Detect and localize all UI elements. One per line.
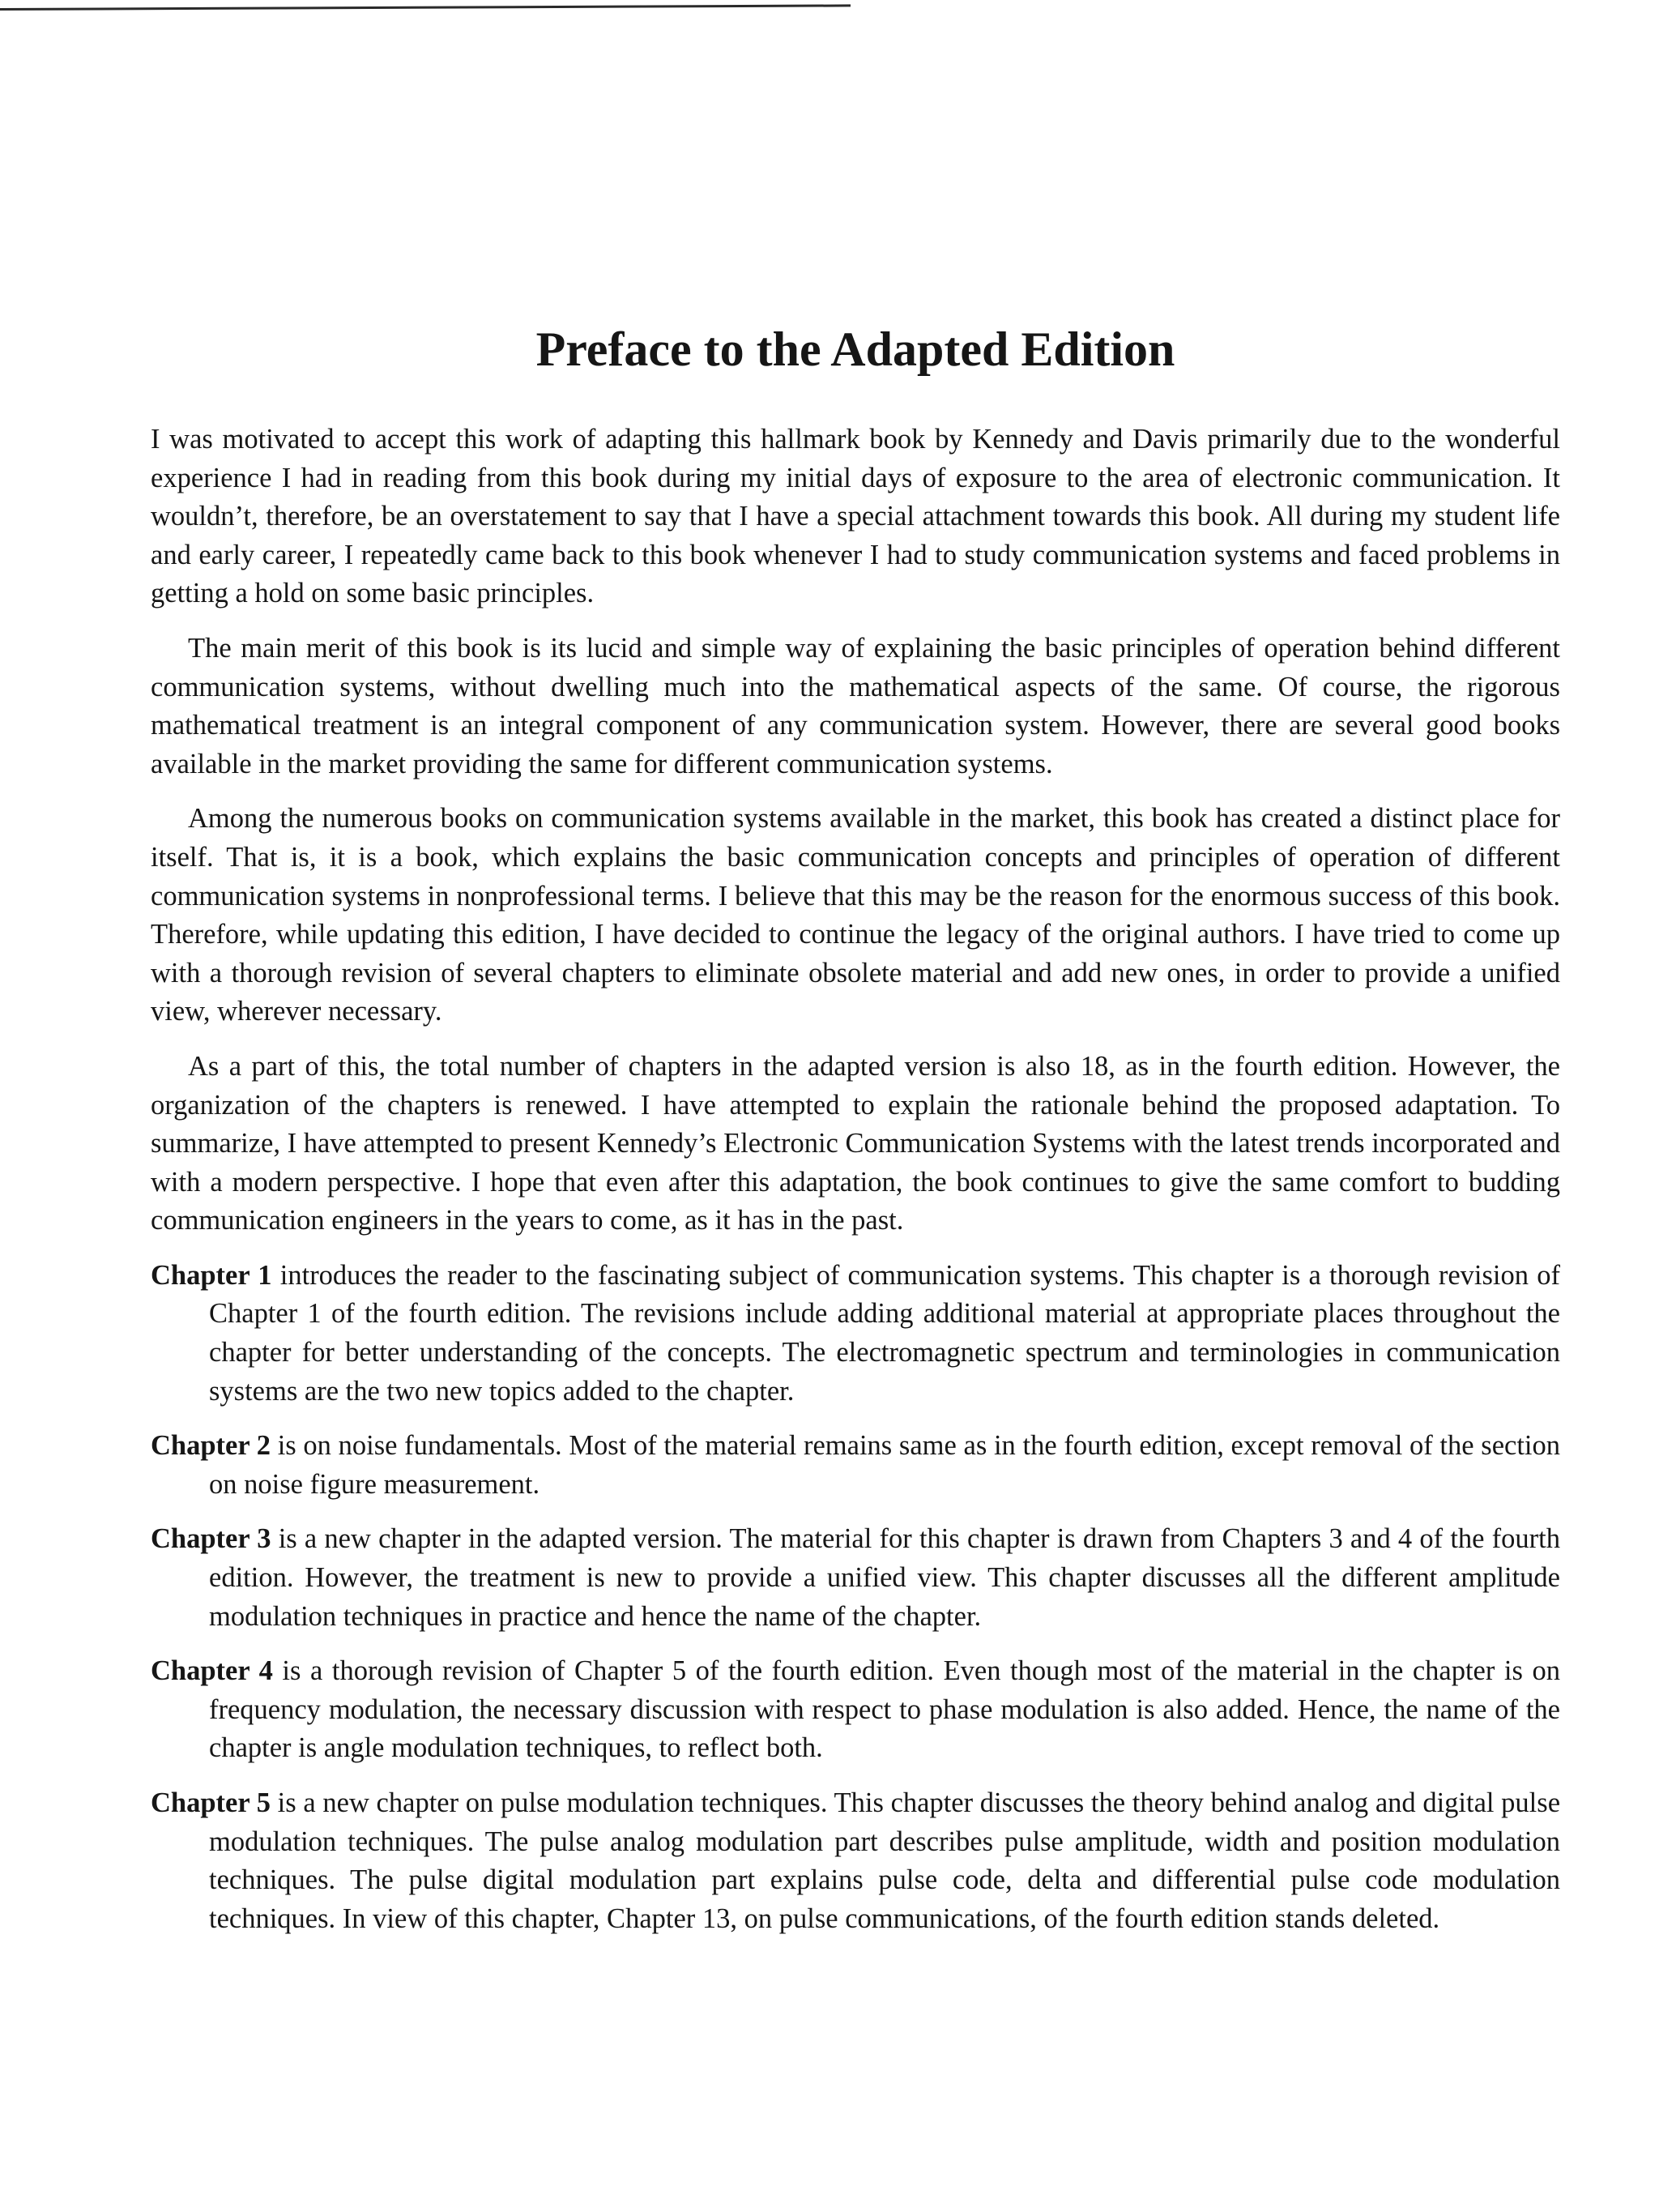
chapter-3-label: Chapter 3 [151, 1523, 271, 1555]
chapter-3-text: is a new chapter in the adapted version. The material for this chapter is drawn from Chapters 3 and 4 of the fourth edition. However, the treatment is new to provide a unified view. This chapter discusses all the different amplitude modulation techniques in practice and hence the name of the chapter. [209, 1523, 1560, 1632]
intro-paragraph-3: Among the numerous books on communication systems available in the market, this book has created a distinct place for itself. That is, it is a book, which explains the basic communication concepts and principles of operation of different communication systems in nonprofessional terms. I believe that this may be the reason for the enormous success of this book. Therefore, while updating this edition, I have decided to continue the legacy of the original authors. I have tried to come up with a thorough revision of several chapters to eliminate obsolete material and add new ones, in order to provide a unified view, wherever necessary. [151, 803, 1560, 1027]
intro-paragraph-2: The main merit of this book is its lucid and simple way of explaining the basic principles of operation behind different communication systems, without dwelling much into the mathematical aspects of the same. Of course, the rigorous mathematical treatment is an integral component of any communication system. However, there are several good books available in the market providing the same for different communication systems. [151, 632, 1560, 779]
chapter-5-label: Chapter 5 [151, 1787, 271, 1818]
intro-paragraph-1: I was motivated to accept this work of adapting this hallmark book by Kennedy and Davis primarily due to the wonderful experience I had in reading from this book during my initial days of exposure to the area of electronic communication. It wouldn’t, therefore, be an overstatement to say that I have a special attachment towards this book. All during my student life and early career, I repeatedly came back to this book whenever I had to study communication systems and faced problems in getting a hold on some basic principles. [151, 424, 1560, 609]
document-page [151, 320, 1560, 1954]
chapter-2-entry [151, 1427, 1560, 1504]
scan-edge-line [0, 4, 851, 11]
chapter-3-entry [151, 1520, 1560, 1636]
chapter-1-entry [151, 1257, 1560, 1411]
chapter-2-text: is on noise fundamentals. Most of the material remains same as in the fourth edition, except removal of the section on noise figure measurement. [209, 1430, 1561, 1500]
page-title: Preface to the Adapted Edition [535, 322, 1175, 376]
chapter-4-label: Chapter 4 [151, 1655, 273, 1687]
chapter-2-label: Chapter 2 [151, 1430, 271, 1462]
chapter-5-text: is a new chapter on pulse modulation techniques. This chapter discusses the theory behind analog and digital pulse modulation techniques. The pulse analog modulation part describes pulse amplitude, width and position modulation techniques. The pulse digital modulation part explains pulse code, delta and differential pulse code modulation techniques. In view of this chapter, Chapter 13, on pulse communications, of the fourth edition stands deleted. [209, 1787, 1561, 1934]
chapter-1-text: introduces the reader to the fascinating subject of communication systems. This chapter is a thorough revision of Chapter 1 of the fourth edition. The revisions include adding additional material at appropriate places throughout the chapter for better understanding of the concepts. The electromagnetic spectrum and terminologies in communication systems are the two new topics added to the chapter. [209, 1259, 1560, 1407]
chapter-1-label: Chapter 1 [151, 1259, 272, 1291]
chapter-4-text: is a thorough revision of Chapter 5 of the fourth edition. Even though most of the material in the chapter is on frequency modulation, the necessary discussion with respect to phase modulation is also added. Hence, the name of the chapter is angle modulation techniques, to reflect both. [209, 1655, 1561, 1764]
chapter-5-entry [151, 1784, 1560, 1938]
intro-paragraph-4: As a part of this, the total number of chapters in the adapted version is also 18, as in the fourth edition. However, the organization of the chapters is renewed. I have attempted to explain the rationale behind the proposed adaptation. To summarize, I have attempted to present Kennedy’s Electronic Communication Systems with the latest trends incorporated and with a modern perspective. I hope that even after this adaptation, the book continues to give the same comfort to budding communication engineers in the years to come, as it has in the past. [151, 1050, 1560, 1236]
chapter-4-entry [151, 1652, 1560, 1768]
